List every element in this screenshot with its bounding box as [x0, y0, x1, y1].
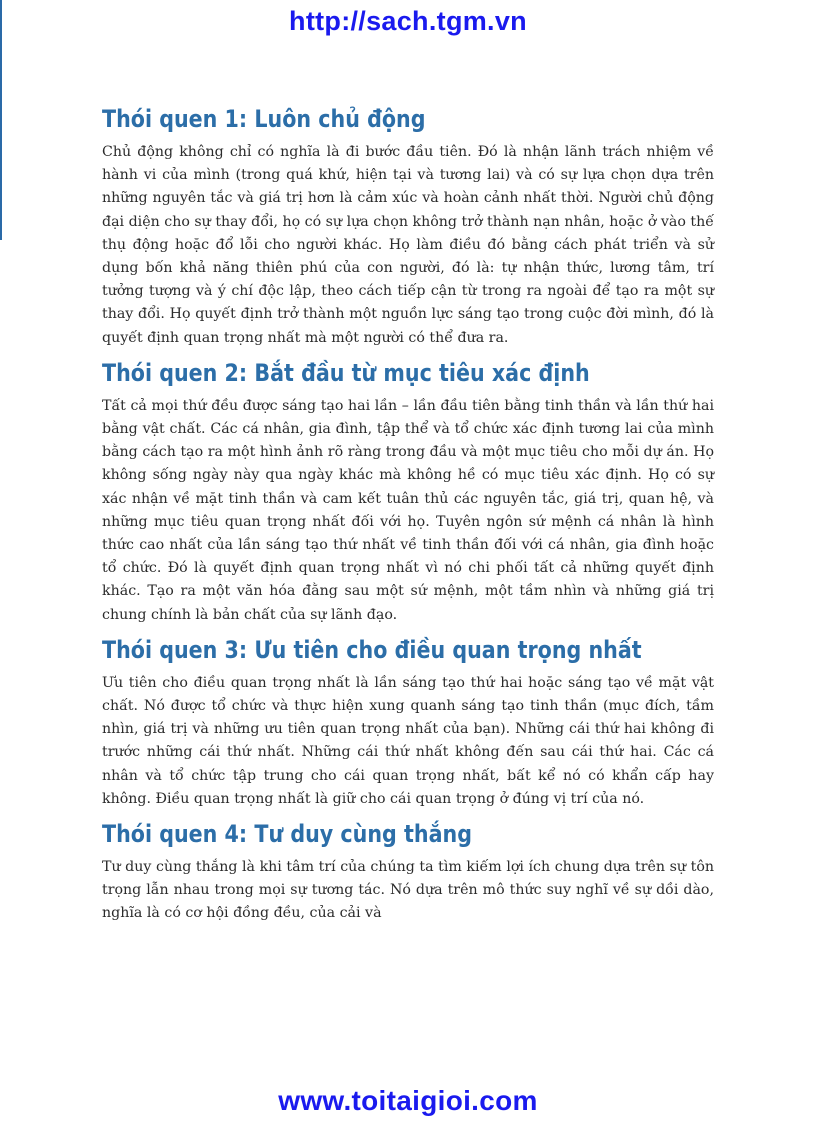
section-paragraph: Tất cả mọi thứ đều được sáng tạo hai lần – lần đầu tiên bằng tinh thần và lần thứ hai bằng vật chất. Các cá nhân, gia đình, tập thể và tổ chức xác định tương lai của mình bằng cách tạo ra một hình ảnh rõ ràng trong đầu và một mục tiêu cho mỗi dự án. Họ không sống ngày này qua ngày khác mà không hề có mục tiêu xác định. Họ có sự xác nhận về mặt tinh thần và cam kết tuân thủ các nguyên tắc, giá trị, quan hệ, và những mục tiêu quan trọng nhất đối với họ. Tuyên ngôn sứ mệnh cá nhân là hình thức cao nhất của lần sáng tạo thứ nhất về tinh thần đối với cá nhân, gia đình hoặc tổ chức. Đó là quyết định quan trọng nhất vì nó chi phối tất cả những quyết định khác. Tạo ra một văn hóa đằng sau một sứ mệnh, một tầm nhìn và những giá trị chung chính là bản chất của sự lãnh đạo. [102, 397, 714, 623]
section-heading: Thói quen 2: Bắt đầu từ mục tiêu xác định [102, 358, 590, 387]
header-website-link[interactable]: http://sach.tgm.vn [289, 6, 527, 36]
habit-section-3 [102, 633, 714, 811]
habit-section-2 [102, 356, 714, 627]
habit-section-4 [102, 817, 714, 926]
section-paragraph: Tư duy cùng thắng là khi tâm trí của chúng ta tìm kiếm lợi ích chung dựa trên sự tôn trọng lẫn nhau trong mọi sự tương tác. Nó dựa trên mô thức suy nghĩ về sự dồi dào, nghĩa là có cơ hội đồng đều, của cải và [102, 859, 714, 922]
footer-website-link[interactable]: www.toitaigioi.com [278, 1085, 538, 1116]
page-content [102, 102, 714, 932]
section-heading: Thói quen 1: Luôn chủ động [102, 105, 426, 133]
section-heading: Thói quen 3: Ưu tiên cho điều quan trọng nhất [102, 635, 642, 664]
habit-section-1 [102, 102, 714, 350]
section-paragraph: Chủ động không chỉ có nghĩa là đi bước đầu tiên. Đó là nhận lãnh trách nhiệm về hành vi của mình (trong quá khứ, hiện tại và tương lai) và có sự lựa chọn dựa trên những nguyên tắc và giá trị hơn là cảm xúc và hoàn cảnh nhất thời. Người chủ động đại diện cho sự thay đổi, họ có sự lựa chọn không trở thành nạn nhân, hoặc ở vào thế thụ động hoặc đổ lỗi cho người khác. Họ làm điều đó bằng cách phát triển và sử dụng bốn khả năng thiên phú của con người, đó là: tự nhận thức, lương tâm, trí tưởng tượng và ý chí độc lập, theo cách tiếp cận từ trong ra ngoài để tạo ra một sự thay đổi. Họ quyết định trở thành một nguồn lực sáng tạo trong cuộc đời mình, đó là quyết định quan trọng nhất mà một người có thể đưa ra. [102, 144, 714, 346]
section-heading: Thói quen 4: Tư duy cùng thắng [102, 820, 472, 849]
section-paragraph: Ưu tiên cho điều quan trọng nhất là lần sáng tạo thứ hai hoặc sáng tạo về mặt vật chất. Nó được tổ chức và thực hiện xung quanh sáng tạo tinh thần (mục đích, tầm nhìn, giá trị và những ưu tiên quan trọng nhất của bạn). Những cái thứ hai không đi trước những cái thứ nhất. Những cái thứ nhất không đến sau cái thứ hai. Các cá nhân và tổ chức tập trung cho cái quan trọng nhất, bất kể nó có khẩn cấp hay không. Điều quan trọng nhất là giữ cho cái quan trọng ở đúng vị trí của nó. [102, 674, 714, 807]
